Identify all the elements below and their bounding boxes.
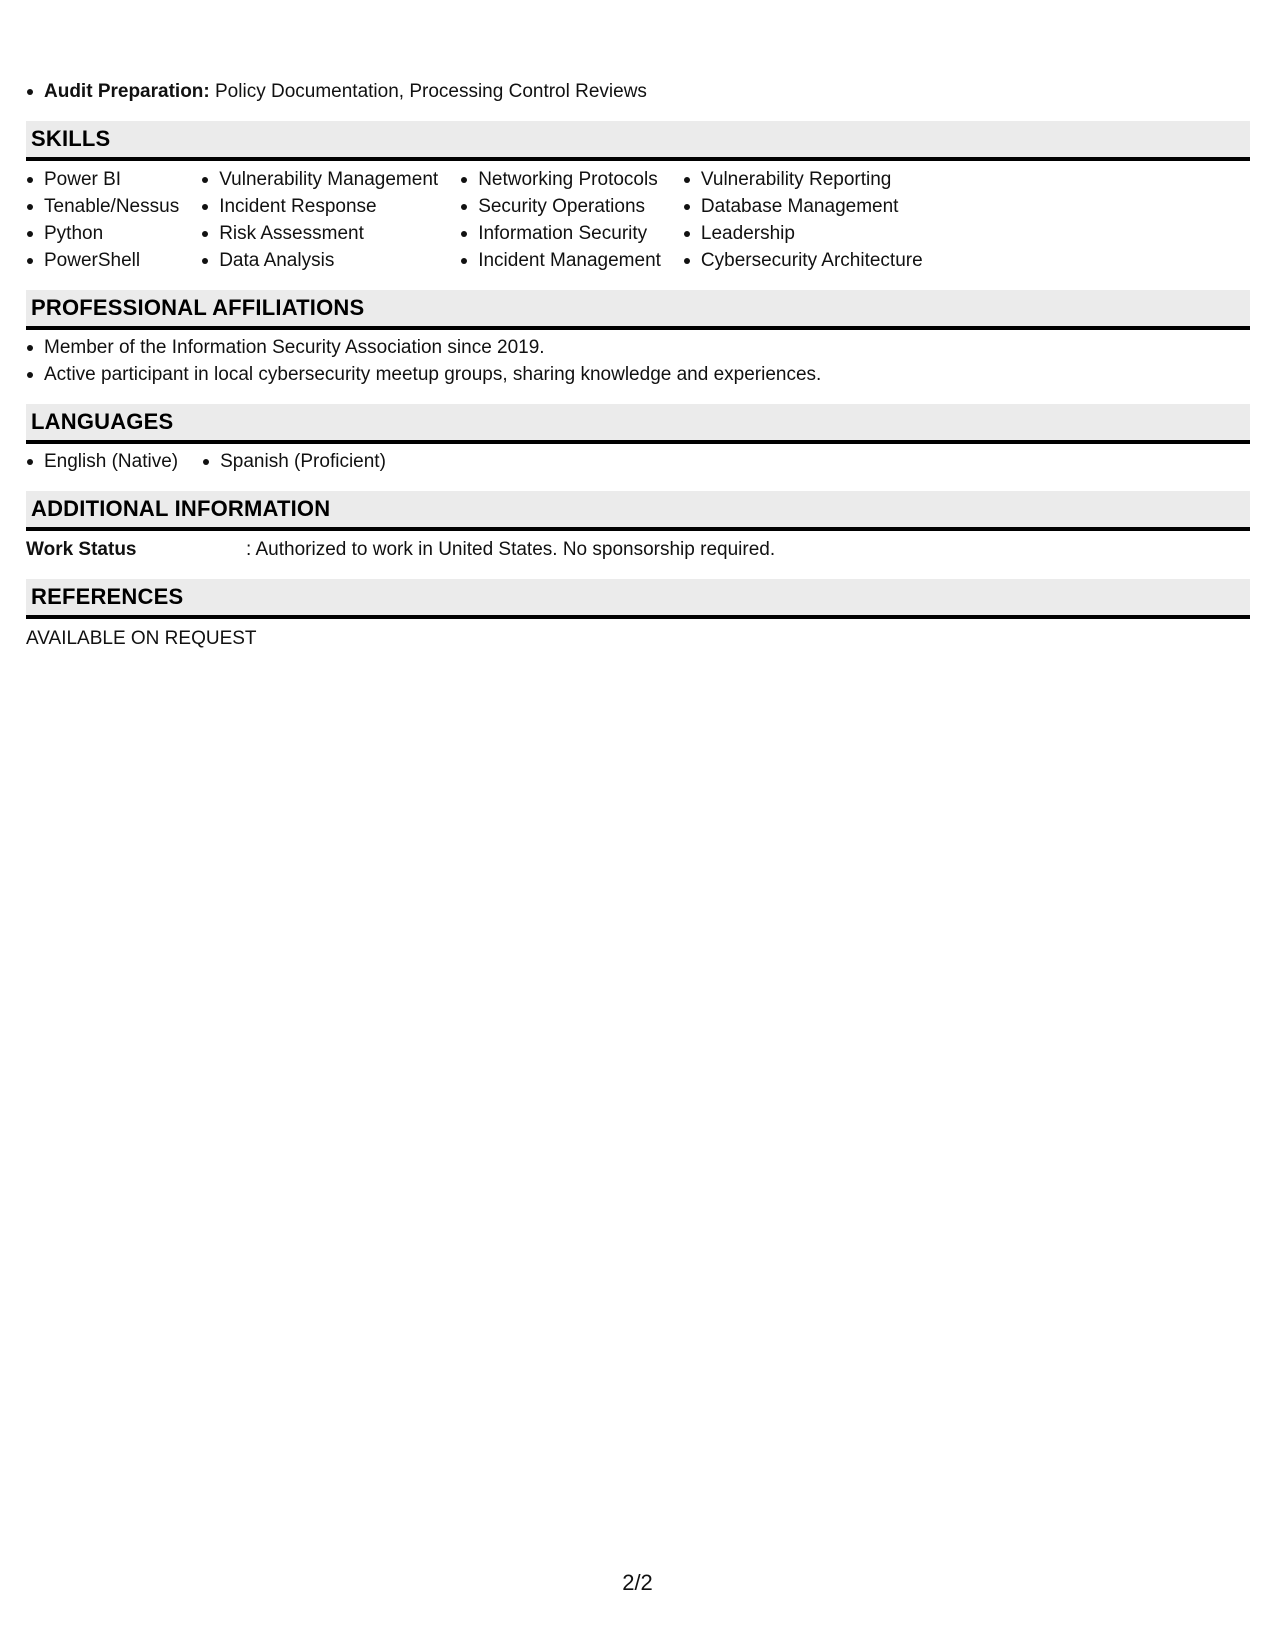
audit-list xyxy=(26,78,1250,105)
skill-item: Tenable/Nessus xyxy=(26,193,179,220)
references-title: REFERENCES xyxy=(31,584,184,609)
skill-item: PowerShell xyxy=(26,247,179,274)
affiliations-header xyxy=(26,290,1250,330)
references-header xyxy=(26,579,1250,619)
skill-item: Risk Assessment xyxy=(201,220,438,247)
affiliations-list xyxy=(26,330,1250,388)
skill-item: Information Security xyxy=(460,220,661,247)
skills-column-2 xyxy=(201,166,438,274)
work-status-label: Work Status xyxy=(26,539,137,560)
work-status-row xyxy=(26,531,1250,563)
skill-item: Leadership xyxy=(683,220,923,247)
affiliation-item: Member of the Information Security Association since 2019. xyxy=(26,334,1250,361)
work-status-value: : Authorized to work in United States. No sponsorship required. xyxy=(246,539,776,560)
skills-section xyxy=(26,121,1250,274)
additional-header xyxy=(26,491,1250,531)
skill-item: Power BI xyxy=(26,166,179,193)
languages-section xyxy=(26,404,1250,475)
skill-item: Security Operations xyxy=(460,193,661,220)
skills-column-4 xyxy=(683,166,923,274)
audit-label: Audit Preparation: xyxy=(44,81,210,102)
additional-title: ADDITIONAL INFORMATION xyxy=(31,496,331,521)
affiliations-section xyxy=(26,290,1250,388)
languages-list xyxy=(26,444,1250,475)
page-number: 2/2 xyxy=(622,1570,653,1595)
references-text: AVAILABLE ON REQUEST xyxy=(26,628,257,649)
skill-item: Vulnerability Reporting xyxy=(683,166,923,193)
skills-column-3 xyxy=(460,166,661,274)
skill-item: Cybersecurity Architecture xyxy=(683,247,923,274)
language-item: Spanish (Proficient) xyxy=(202,448,386,475)
skills-header xyxy=(26,121,1250,161)
languages-header xyxy=(26,404,1250,444)
audit-text: Policy Documentation, Processing Control Reviews xyxy=(209,81,647,102)
skill-item: Database Management xyxy=(683,193,923,220)
list-item xyxy=(26,78,1250,105)
skills-column-1 xyxy=(26,166,179,274)
skill-item: Data Analysis xyxy=(201,247,438,274)
skill-item: Vulnerability Management xyxy=(201,166,438,193)
resume-page xyxy=(26,78,1250,652)
skills-grid xyxy=(26,161,1250,274)
language-item: English (Native) xyxy=(26,448,178,475)
additional-section xyxy=(26,491,1250,563)
skill-item: Incident Management xyxy=(460,247,661,274)
references-section xyxy=(26,579,1250,652)
affiliation-item: Active participant in local cybersecurity meetup groups, sharing knowledge and experiences. xyxy=(26,361,1250,388)
skill-item: Networking Protocols xyxy=(460,166,661,193)
skills-title: SKILLS xyxy=(31,126,111,151)
skill-item: Python xyxy=(26,220,179,247)
affiliations-title: PROFESSIONAL AFFILIATIONS xyxy=(31,295,365,320)
skill-item: Incident Response xyxy=(201,193,438,220)
languages-title: LANGUAGES xyxy=(31,409,174,434)
